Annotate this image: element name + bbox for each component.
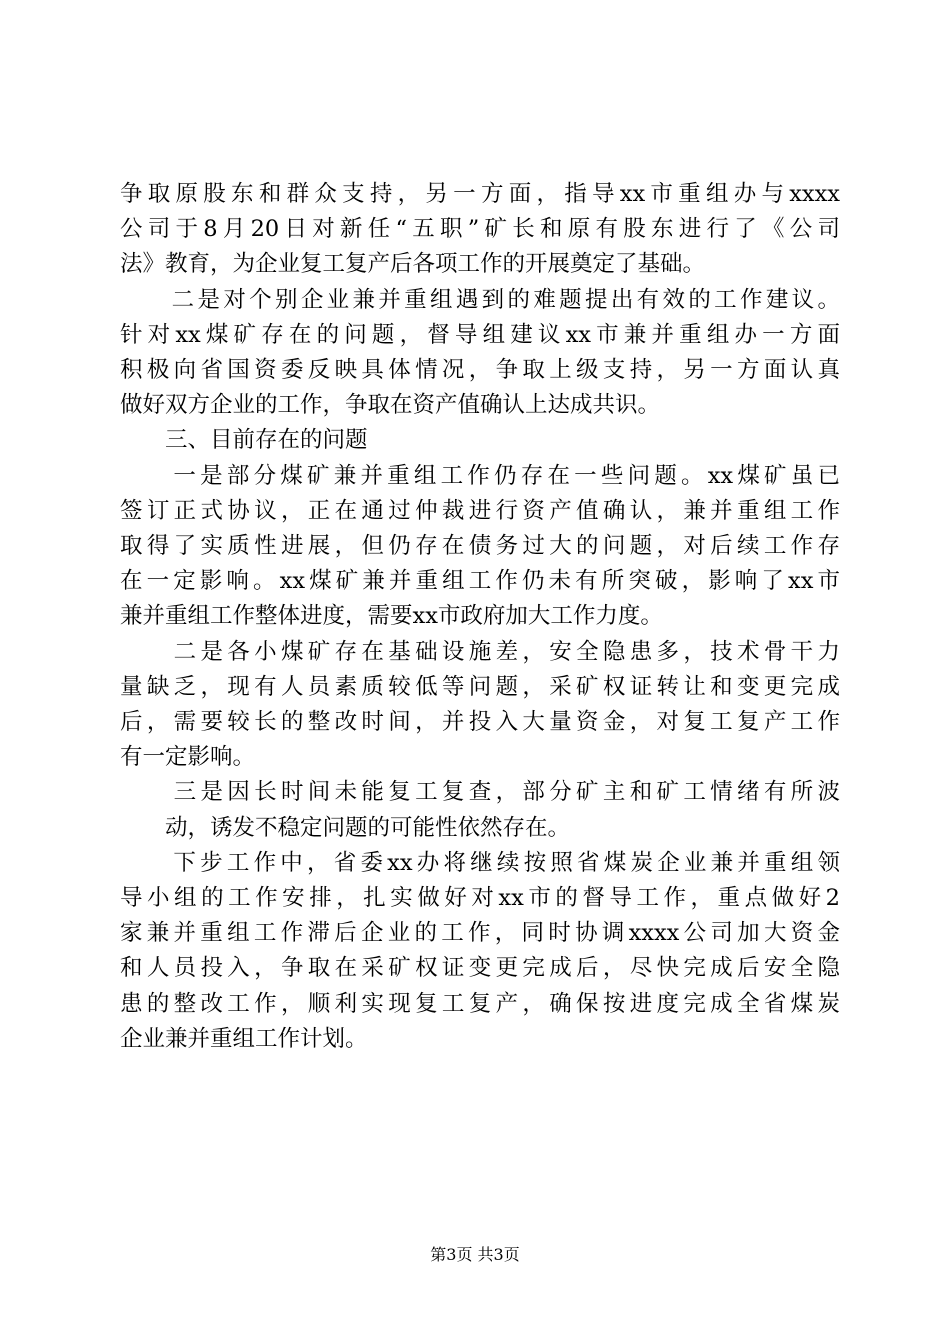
paragraph-line: 二是各小煤矿存在基础设施差，安全隐患多，技术骨干力: [120, 638, 840, 665]
paragraph-line: 企业兼并重组工作计划。: [120, 1025, 368, 1052]
paragraph-line: 公司于8月20日对新任“五职”矿长和原有股东进行了《公司: [120, 216, 840, 243]
paragraph-line: 动，诱发不稳定问题的可能性依然存在。: [120, 814, 571, 841]
paragraph-line: 患的整改工作，顺利实现复工复产，确保按进度完成全省煤炭: [120, 990, 840, 1017]
paragraph-line: 后，需要较长的整改时间，并投入大量资金，对复工复产工作: [120, 709, 840, 735]
paragraph-line: 兼并重组工作整体进度，需要xx市政府加大工作力度。: [120, 603, 663, 630]
paragraph-line: 争取原股东和群众支持，另一方面，指导xx市重组办与xxxx: [120, 181, 840, 207]
paragraph-line: 二是对个别企业兼并重组遇到的难题提出有效的工作建议。: [120, 286, 840, 313]
paragraph-line: 法》教育，为企业复工复产后各项工作的开展奠定了基础。: [120, 251, 706, 278]
paragraph-line: 三是因长时间未能复工复查，部分矿主和矿工情绪有所波: [120, 779, 840, 806]
paragraph-line: 三、目前存在的问题: [120, 427, 368, 454]
paragraph-line: 取得了实质性进展，但仍存在债务过大的问题，对后续工作存: [120, 533, 840, 559]
paragraph-line: 针对xx煤矿存在的问题，督导组建议xx市兼并重组办一方面: [120, 321, 840, 348]
paragraph-line: 家兼并重组工作滞后企业的工作，同时协调xxxx公司加大资金: [120, 920, 840, 947]
paragraph-line: 在一定影响。xx煤矿兼并重组工作仍未有所突破，影响了xx市: [120, 568, 840, 595]
paragraph-line: 签订正式协议，正在通过仲裁进行资产值确认，兼并重组工作: [120, 497, 840, 524]
page-footer: 第3页 共3页: [430, 1245, 520, 1264]
paragraph-line: 一是部分煤矿兼并重组工作仍存在一些问题。xx煤矿虽已: [120, 462, 840, 489]
paragraph-line: 量缺乏，现有人员素质较低等问题，采矿权证转让和变更完成: [120, 673, 840, 700]
paragraph-line: 做好双方企业的工作，争取在资产值确认上达成共识。: [120, 392, 661, 419]
paragraph-line: 有一定影响。: [120, 744, 256, 771]
paragraph-line: 积极向省国资委反映具体情况，争取上级支持，另一方面认真: [120, 357, 840, 383]
paragraph-line: 导小组的工作安排，扎实做好对xx市的督导工作，重点做好2: [120, 885, 840, 911]
paragraph-line: 和人员投入，争取在采矿权证变更完成后，尽快完成后安全隐: [120, 955, 840, 982]
paragraph-line: 下步工作中，省委xx办将继续按照省煤炭企业兼并重组领: [120, 849, 840, 876]
